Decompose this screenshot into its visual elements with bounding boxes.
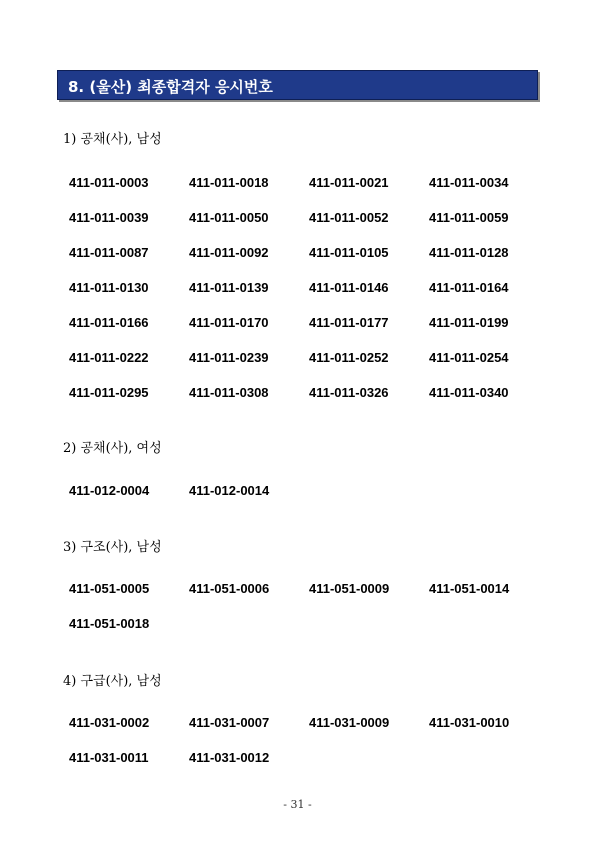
applicant-number: 411-051-0005 <box>69 581 150 596</box>
applicant-number: 411-011-0092 <box>189 245 269 260</box>
applicant-number: 411-011-0177 <box>309 315 389 330</box>
applicant-number: 411-011-0130 <box>69 280 149 295</box>
applicant-number: 411-011-0059 <box>429 210 509 225</box>
applicant-number: 411-031-0007 <box>189 715 270 730</box>
section-label-4: 4) 구급(사), 남성 <box>63 674 162 689</box>
number-grid-2 <box>69 483 549 518</box>
section-label-1: 1) 공채(사), 남성 <box>63 132 162 147</box>
applicant-number: 411-011-0128 <box>429 245 509 260</box>
section-label-3: 3) 구조(사), 남성 <box>63 540 162 555</box>
applicant-number: 411-011-0308 <box>189 385 269 400</box>
applicant-number: 411-051-0006 <box>189 581 270 596</box>
applicant-number: 411-011-0252 <box>309 350 389 365</box>
applicant-number: 411-011-0164 <box>429 280 509 295</box>
applicant-number: 411-011-0170 <box>189 315 269 330</box>
applicant-number: 411-051-0014 <box>429 581 510 596</box>
section-header <box>57 70 538 100</box>
applicant-number: 411-011-0105 <box>309 245 389 260</box>
applicant-number: 411-012-0004 <box>69 483 150 498</box>
applicant-number: 411-011-0039 <box>69 210 149 225</box>
number-grid-1 <box>69 175 549 420</box>
page-title: 8. (울산) 최종합격자 응시번호 <box>68 78 273 96</box>
applicant-number: 411-012-0014 <box>189 483 270 498</box>
section-label-2: 2) 공채(사), 여성 <box>63 441 162 456</box>
applicant-number: 411-011-0018 <box>189 175 269 190</box>
applicant-number: 411-011-0340 <box>429 385 509 400</box>
page-number: - 31 - <box>283 798 312 811</box>
applicant-number: 411-011-0003 <box>69 175 149 190</box>
applicant-number: 411-051-0009 <box>309 581 390 596</box>
applicant-number: 411-031-0011 <box>69 750 149 765</box>
number-grid-4 <box>69 715 549 785</box>
applicant-number: 411-031-0002 <box>69 715 150 730</box>
applicant-number: 411-011-0199 <box>429 315 509 330</box>
applicant-number: 411-011-0295 <box>69 385 149 400</box>
applicant-number: 411-011-0326 <box>309 385 389 400</box>
applicant-number: 411-011-0034 <box>429 175 509 190</box>
number-grid-3 <box>69 581 549 651</box>
applicant-number: 411-011-0087 <box>69 245 149 260</box>
applicant-number: 411-011-0050 <box>189 210 269 225</box>
applicant-number: 411-011-0052 <box>309 210 389 225</box>
applicant-number: 411-031-0010 <box>429 715 510 730</box>
applicant-number: 411-011-0139 <box>189 280 269 295</box>
applicant-number: 411-011-0222 <box>69 350 149 365</box>
applicant-number: 411-031-0012 <box>189 750 270 765</box>
applicant-number: 411-051-0018 <box>69 616 150 631</box>
applicant-number: 411-011-0239 <box>189 350 269 365</box>
applicant-number: 411-011-0254 <box>429 350 509 365</box>
applicant-number: 411-031-0009 <box>309 715 390 730</box>
applicant-number: 411-011-0146 <box>309 280 389 295</box>
applicant-number: 411-011-0021 <box>309 175 389 190</box>
applicant-number: 411-011-0166 <box>69 315 149 330</box>
